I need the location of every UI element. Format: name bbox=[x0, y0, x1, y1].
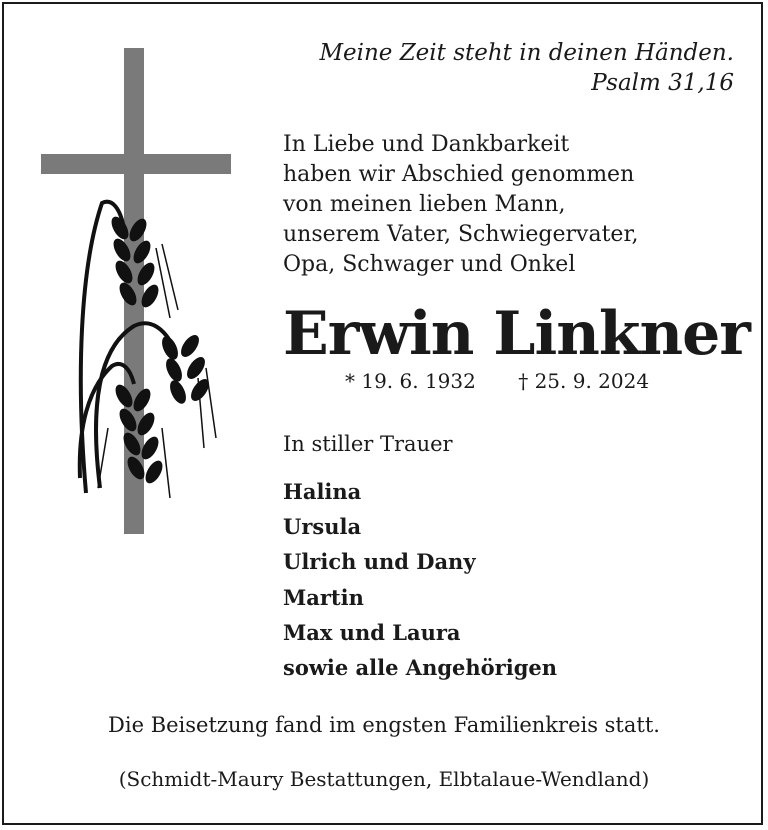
mourner-name: Martin bbox=[283, 584, 364, 610]
funeral-note: Die Beisetzung fand im engsten Familienkreis statt. bbox=[108, 713, 660, 737]
undertaker-credit: (Schmidt-Maury Bestattungen, Elbtalaue-Wendland) bbox=[118, 767, 650, 791]
mourner-name: Max und Laura bbox=[283, 619, 461, 645]
intro-line: Opa, Schwager und Onkel bbox=[283, 252, 576, 277]
intro-text bbox=[283, 130, 639, 280]
quote-text: Meine Zeit steht in deinen Händen. bbox=[319, 40, 734, 66]
mourner-name: Ulrich und Dany bbox=[283, 549, 476, 575]
cross-wheat-symbol bbox=[38, 48, 238, 538]
intro-line: unserem Vater, Schwiegervater, bbox=[283, 222, 639, 247]
intro-line: von meinen lieben Mann, bbox=[283, 192, 566, 217]
mourners-list bbox=[283, 474, 557, 685]
mourner-name: Halina bbox=[283, 479, 362, 504]
deceased-name: Erwin Linkner bbox=[283, 299, 750, 369]
wheat-icon bbox=[80, 202, 216, 498]
mourner-name: sowie alle Angehörigen bbox=[283, 655, 558, 681]
death-date: † 25. 9. 2024 bbox=[518, 369, 650, 393]
mourning-label: In stiller Trauer bbox=[283, 432, 453, 456]
life-dates bbox=[345, 367, 649, 395]
mourner-name: Ursula bbox=[283, 514, 362, 540]
intro-line: In Liebe und Dankbarkeit bbox=[283, 132, 570, 157]
birth-date: * 19. 6. 1932 bbox=[345, 369, 476, 393]
quote-reference: Psalm 31,16 bbox=[591, 70, 734, 96]
intro-line: haben wir Abschied genommen bbox=[283, 162, 635, 187]
bible-quote bbox=[319, 38, 734, 98]
